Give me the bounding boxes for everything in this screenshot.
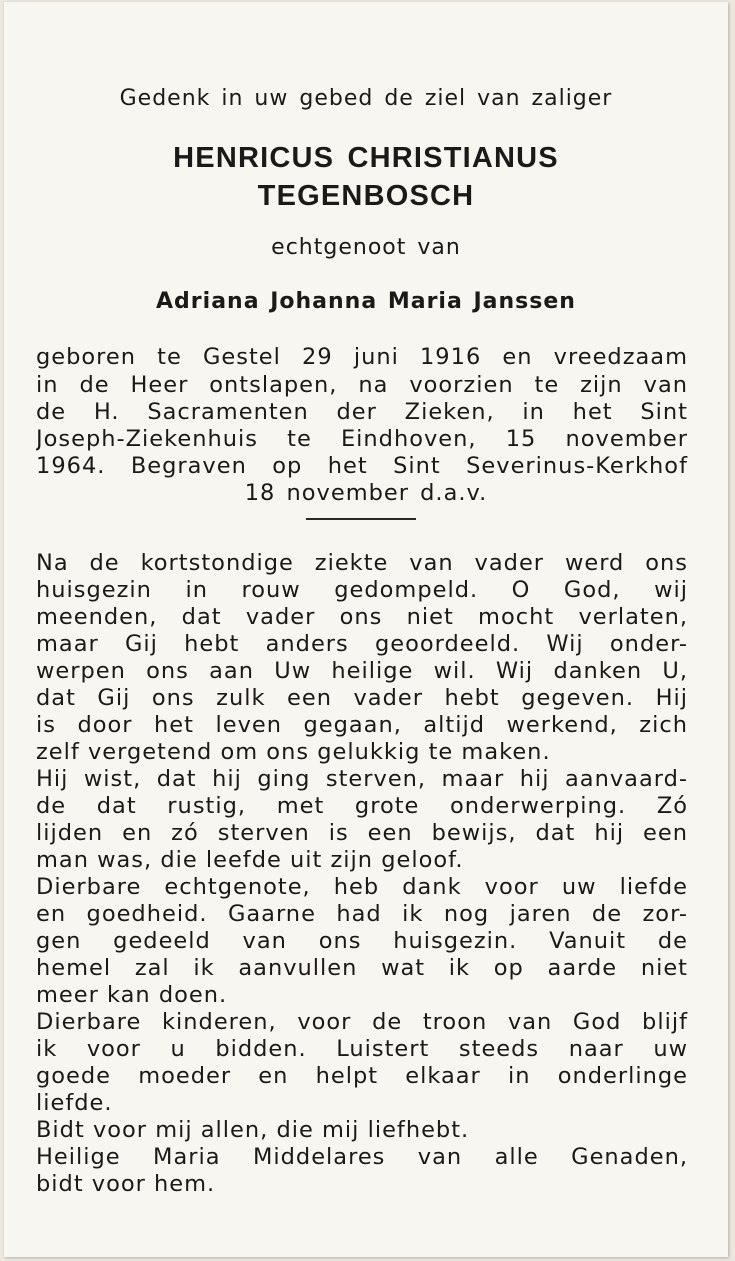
text-line: Dierbare kinderen, voor de troon van God blijf [36, 1009, 688, 1035]
text-line: werpen ons aan Uw heilige wil. Wij danken U, [36, 658, 688, 684]
intro-text: Gedenk in uw gebed de ziel van zaliger [119, 86, 613, 111]
bio-line: Joseph-Ziekenhuis te Eindhoven, 15 november [36, 426, 688, 452]
text-line: goede moeder en helpt elkaar in onderlinge [36, 1063, 688, 1089]
text-line: de dat rustig, met grote onderwerping. Zó [36, 793, 688, 819]
text-line: Dierbare echtgenote, heb dank voor uw liefde [36, 874, 688, 900]
text-line: maar Gij hebt anders geoordeeld. Wij onder- [36, 631, 688, 657]
text-line: Bidt voor mij allen, die mij liefhebt. [36, 1117, 470, 1143]
text-line: dat Gij ons zulk een vader hebt gegeven. Hij [36, 685, 688, 711]
spouse-intro-text: echtgenoot van [271, 235, 461, 260]
text-line: is door het leven gegaan, altijd werkend, zich [36, 712, 688, 738]
text-line: gen gedeeld van ons huisgezin. Vanuit de [36, 928, 688, 954]
bio-line: de H. Sacramenten der Zieken, in het Sint [36, 399, 688, 425]
text-line: bidt voor hem. [36, 1171, 216, 1197]
text-line: meer kan doen. [36, 982, 228, 1008]
spouse-name: Adriana Johanna Maria Janssen [156, 289, 576, 314]
memorial-card [4, 2, 728, 1257]
text-line: Na de kortstondige ziekte van vader werd ons [36, 550, 688, 576]
text-line: man was, die leefde uit zijn geloof. [36, 847, 464, 873]
divider [306, 518, 416, 520]
bio-line: geboren te Gestel 29 juni 1916 en vreedzaam [36, 344, 688, 370]
text-line: meenden, dat vader ons niet mocht verlaten, [36, 604, 688, 630]
text-line: en goedheid. Gaarne had ik nog jaren de zor- [36, 901, 688, 927]
text-line: hemel zal ik aanvullen wat ik op aarde niet [36, 955, 688, 981]
bio-line: 18 november d.a.v. [244, 480, 488, 506]
text-line: liefde. [36, 1090, 113, 1116]
text-line: Hij wist, dat hij ging sterven, maar hij aanvaard- [36, 766, 688, 792]
text-line: ik voor u bidden. Luistert steeds naar uw [36, 1036, 688, 1062]
bio-line: 1964. Begraven op het Sint Severinus-Kerkhof [36, 453, 688, 479]
text-line: huisgezin in rouw gedompeld. O God, wij [36, 577, 688, 603]
text-line: Heilige Maria Middelares van alle Genaden, [36, 1144, 688, 1170]
text-line: zelf vergetend om ons gelukkig te maken. [36, 739, 551, 765]
deceased-name-line-1: HENRICUS CHRISTIANUS [173, 142, 559, 174]
bio-line: in de Heer ontslapen, na voorzien te zijn van [36, 372, 688, 398]
text-line: lijden en zó sterven is een bewijs, dat hij een [36, 820, 688, 846]
deceased-name-line-2: TEGENBOSCH [257, 180, 475, 212]
